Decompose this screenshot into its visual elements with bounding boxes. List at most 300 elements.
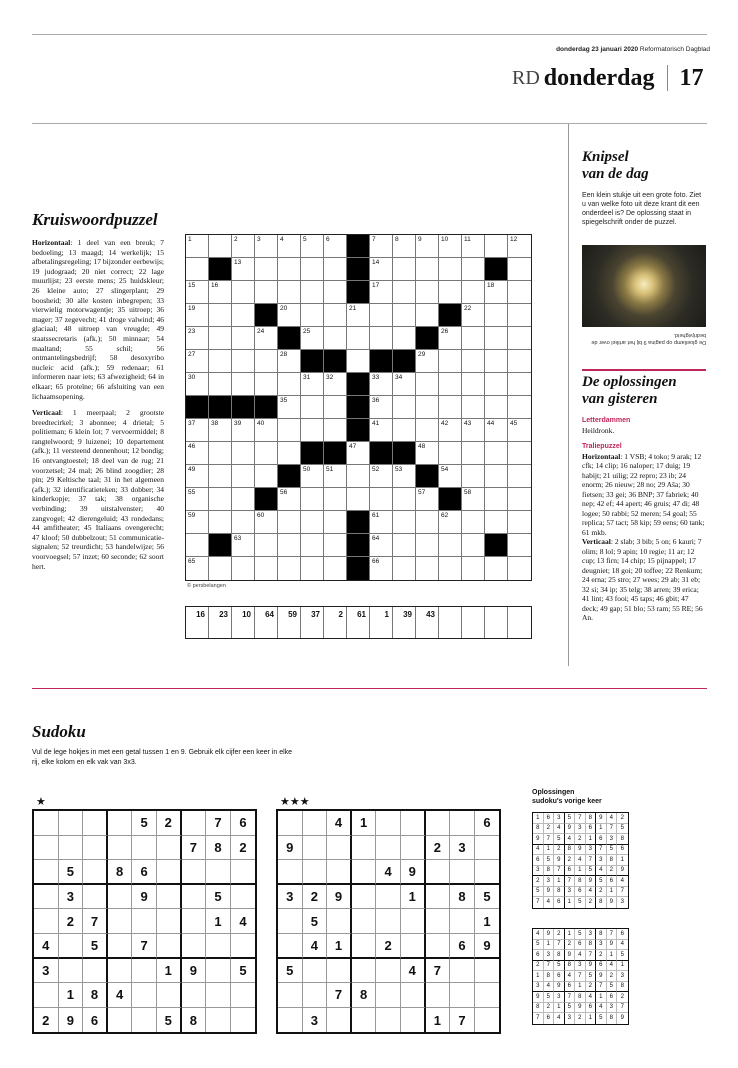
sudoku-cell[interactable] [132, 836, 157, 861]
crossword-cell[interactable] [232, 258, 255, 281]
crossword-cell[interactable] [370, 235, 393, 258]
sudoku-cell[interactable] [278, 934, 303, 959]
crossword-cell[interactable] [186, 557, 209, 580]
sudoku-cell[interactable] [376, 909, 401, 934]
crossword-cell[interactable] [209, 350, 232, 373]
crossword-cell[interactable] [301, 396, 324, 419]
crossword-cell[interactable] [393, 419, 416, 442]
sudoku-cell[interactable] [59, 959, 84, 984]
sudoku-cell[interactable] [475, 959, 500, 984]
sudoku-cell[interactable] [157, 983, 182, 1008]
sudoku-cell[interactable] [352, 1008, 377, 1033]
sudoku-cell[interactable] [83, 836, 108, 861]
sudoku-cell[interactable] [182, 885, 207, 910]
sudoku-cell[interactable] [303, 860, 328, 885]
crossword-cell[interactable] [462, 465, 485, 488]
crossword-cell[interactable] [301, 373, 324, 396]
crossword-cell[interactable] [416, 396, 439, 419]
crossword-cell[interactable] [324, 235, 347, 258]
crossword-cell[interactable] [370, 419, 393, 442]
crossword-cell[interactable] [186, 488, 209, 511]
sudoku-cell[interactable] [303, 811, 328, 836]
sudoku-cell[interactable] [278, 860, 303, 885]
sudoku-cell[interactable] [206, 934, 231, 959]
crossword-cell[interactable] [439, 419, 462, 442]
sudoku-cell[interactable] [327, 959, 352, 984]
crossword-cell[interactable] [370, 465, 393, 488]
crossword-cell[interactable] [416, 511, 439, 534]
crossword-cell[interactable] [485, 350, 508, 373]
crossword-cell[interactable] [416, 534, 439, 557]
crossword-cell[interactable] [209, 465, 232, 488]
sudoku-cell[interactable] [83, 959, 108, 984]
crossword-cell[interactable] [186, 373, 209, 396]
sudoku-cell[interactable] [401, 836, 426, 861]
crossword-cell[interactable] [508, 327, 531, 350]
sudoku-cell[interactable] [59, 811, 84, 836]
crossword-cell[interactable] [439, 327, 462, 350]
crossword-cell[interactable] [186, 258, 209, 281]
sudoku-cell[interactable] [157, 860, 182, 885]
crossword-cell[interactable] [347, 488, 370, 511]
crossword-cell[interactable] [255, 373, 278, 396]
crossword-cell[interactable] [416, 442, 439, 465]
crossword-cell[interactable] [416, 373, 439, 396]
crossword-cell[interactable] [462, 373, 485, 396]
sudoku-cell[interactable] [352, 909, 377, 934]
crossword-cell[interactable] [301, 258, 324, 281]
crossword-cell[interactable] [370, 258, 393, 281]
sudoku-cell[interactable] [182, 811, 207, 836]
crossword-cell[interactable] [186, 350, 209, 373]
crossword-cell[interactable] [508, 235, 531, 258]
crossword-cell[interactable] [324, 281, 347, 304]
sudoku-cell[interactable] [278, 811, 303, 836]
crossword-cell[interactable] [370, 488, 393, 511]
crossword-cell[interactable] [301, 511, 324, 534]
sudoku-cell[interactable] [426, 811, 451, 836]
sudoku-cell[interactable] [59, 934, 84, 959]
crossword-cell[interactable] [393, 488, 416, 511]
sudoku-cell[interactable] [231, 860, 256, 885]
sudoku-cell[interactable] [34, 983, 59, 1008]
crossword-cell[interactable] [439, 396, 462, 419]
crossword-cell[interactable] [278, 235, 301, 258]
crossword-cell[interactable] [485, 419, 508, 442]
crossword-cell[interactable] [324, 511, 347, 534]
sudoku-cell[interactable] [475, 860, 500, 885]
crossword-cell[interactable] [324, 304, 347, 327]
sudoku-cell[interactable] [34, 836, 59, 861]
sudoku-cell[interactable] [450, 811, 475, 836]
crossword-cell[interactable] [186, 327, 209, 350]
crossword-cell[interactable] [508, 350, 531, 373]
sudoku-cell[interactable] [108, 934, 133, 959]
crossword-cell[interactable] [324, 258, 347, 281]
sudoku-cell[interactable] [132, 909, 157, 934]
crossword-cell[interactable] [232, 465, 255, 488]
sudoku-cell[interactable] [182, 934, 207, 959]
sudoku-cell[interactable] [278, 983, 303, 1008]
crossword-cell[interactable] [416, 304, 439, 327]
crossword-cell[interactable] [209, 442, 232, 465]
sudoku-cell[interactable] [303, 836, 328, 861]
crossword-cell[interactable] [439, 465, 462, 488]
crossword-cell[interactable] [186, 442, 209, 465]
sudoku-cell[interactable] [352, 836, 377, 861]
sudoku-cell[interactable] [376, 811, 401, 836]
sudoku-cell[interactable] [352, 959, 377, 984]
crossword-cell[interactable] [347, 465, 370, 488]
crossword-cell[interactable] [370, 304, 393, 327]
crossword-cell[interactable] [393, 465, 416, 488]
sudoku-cell[interactable] [206, 1008, 231, 1033]
crossword-cell[interactable] [508, 465, 531, 488]
sudoku-cell[interactable] [401, 983, 426, 1008]
sudoku-cell[interactable] [450, 959, 475, 984]
sudoku-cell[interactable] [157, 885, 182, 910]
crossword-cell[interactable] [255, 350, 278, 373]
crossword-cell[interactable] [278, 419, 301, 442]
crossword-cell[interactable] [439, 557, 462, 580]
crossword-cell[interactable] [255, 557, 278, 580]
crossword-cell[interactable] [462, 235, 485, 258]
solution-cell[interactable] [439, 607, 462, 638]
crossword-cell[interactable] [209, 488, 232, 511]
crossword-cell[interactable] [232, 557, 255, 580]
crossword-cell[interactable] [209, 373, 232, 396]
crossword-cell[interactable] [462, 419, 485, 442]
crossword-cell[interactable] [301, 304, 324, 327]
crossword-cell[interactable] [278, 557, 301, 580]
crossword-cell[interactable] [301, 235, 324, 258]
sudoku-cell[interactable] [401, 934, 426, 959]
sudoku-cell[interactable] [182, 909, 207, 934]
crossword-cell[interactable] [278, 350, 301, 373]
solution-cell[interactable] [278, 607, 301, 638]
sudoku-cell[interactable] [327, 1008, 352, 1033]
crossword-cell[interactable] [324, 465, 347, 488]
crossword-cell[interactable] [439, 350, 462, 373]
crossword-cell[interactable] [416, 488, 439, 511]
crossword-cell[interactable] [186, 281, 209, 304]
crossword-cell[interactable] [278, 488, 301, 511]
sudoku-cell[interactable] [376, 885, 401, 910]
sudoku-cell[interactable] [278, 909, 303, 934]
sudoku-cell[interactable] [231, 983, 256, 1008]
sudoku-cell[interactable] [132, 1008, 157, 1033]
crossword-cell[interactable] [462, 281, 485, 304]
crossword-cell[interactable] [485, 511, 508, 534]
crossword-cell[interactable] [232, 442, 255, 465]
crossword-cell[interactable] [462, 350, 485, 373]
sudoku-cell[interactable] [206, 983, 231, 1008]
crossword-cell[interactable] [186, 235, 209, 258]
crossword-cell[interactable] [370, 534, 393, 557]
crossword-cell[interactable] [209, 327, 232, 350]
crossword-cell[interactable] [393, 534, 416, 557]
crossword-cell[interactable] [232, 304, 255, 327]
crossword-cell[interactable] [508, 557, 531, 580]
solution-cell[interactable] [324, 607, 347, 638]
crossword-cell[interactable] [370, 511, 393, 534]
crossword-cell[interactable] [232, 511, 255, 534]
crossword-cell[interactable] [278, 373, 301, 396]
crossword-cell[interactable] [393, 327, 416, 350]
crossword-cell[interactable] [508, 419, 531, 442]
sudoku-cell[interactable] [401, 909, 426, 934]
solution-cell[interactable] [462, 607, 485, 638]
crossword-cell[interactable] [439, 258, 462, 281]
crossword-cell[interactable] [462, 534, 485, 557]
crossword-cell[interactable] [232, 281, 255, 304]
crossword-cell[interactable] [278, 534, 301, 557]
crossword-cell[interactable] [393, 281, 416, 304]
sudoku-cell[interactable] [426, 860, 451, 885]
sudoku-cell[interactable] [303, 959, 328, 984]
crossword-cell[interactable] [485, 557, 508, 580]
sudoku-cell[interactable] [108, 1008, 133, 1033]
crossword-cell[interactable] [508, 488, 531, 511]
crossword-cell[interactable] [485, 465, 508, 488]
sudoku-cell[interactable] [83, 885, 108, 910]
sudoku-cell[interactable] [182, 860, 207, 885]
sudoku-cell[interactable] [108, 959, 133, 984]
crossword-cell[interactable] [209, 235, 232, 258]
sudoku-cell[interactable] [157, 934, 182, 959]
sudoku-cell[interactable] [475, 836, 500, 861]
sudoku-cell[interactable] [426, 885, 451, 910]
crossword-cell[interactable] [416, 419, 439, 442]
crossword-cell[interactable] [508, 258, 531, 281]
sudoku-cell[interactable] [34, 885, 59, 910]
crossword-cell[interactable] [416, 557, 439, 580]
crossword-cell[interactable] [462, 442, 485, 465]
crossword-cell[interactable] [462, 396, 485, 419]
crossword-cell[interactable] [485, 281, 508, 304]
sudoku-cell[interactable] [157, 836, 182, 861]
crossword-cell[interactable] [301, 465, 324, 488]
crossword-cell[interactable] [462, 511, 485, 534]
sudoku-cell[interactable] [426, 909, 451, 934]
crossword-cell[interactable] [508, 511, 531, 534]
crossword-cell[interactable] [393, 511, 416, 534]
solution-cell[interactable] [485, 607, 508, 638]
crossword-cell[interactable] [393, 373, 416, 396]
crossword-cell[interactable] [485, 442, 508, 465]
crossword-cell[interactable] [439, 373, 462, 396]
crossword-cell[interactable] [485, 488, 508, 511]
crossword-cell[interactable] [301, 327, 324, 350]
crossword-cell[interactable] [186, 304, 209, 327]
crossword-cell[interactable] [278, 442, 301, 465]
sudoku-cell[interactable] [278, 1008, 303, 1033]
crossword-cell[interactable] [255, 442, 278, 465]
sudoku-cell[interactable] [352, 885, 377, 910]
crossword-cell[interactable] [209, 281, 232, 304]
crossword-cell[interactable] [301, 488, 324, 511]
crossword-cell[interactable] [416, 258, 439, 281]
sudoku-cell[interactable] [34, 909, 59, 934]
sudoku-cell[interactable] [401, 1008, 426, 1033]
sudoku-cell[interactable] [34, 860, 59, 885]
crossword-cell[interactable] [370, 373, 393, 396]
sudoku-cell[interactable] [327, 836, 352, 861]
solution-cell[interactable] [209, 607, 232, 638]
crossword-cell[interactable] [278, 258, 301, 281]
crossword-cell[interactable] [324, 327, 347, 350]
sudoku-cell[interactable] [327, 909, 352, 934]
crossword-cell[interactable] [508, 373, 531, 396]
sudoku-cell[interactable] [206, 860, 231, 885]
sudoku-cell[interactable] [231, 1008, 256, 1033]
sudoku-cell[interactable] [450, 909, 475, 934]
solution-cell[interactable] [255, 607, 278, 638]
sudoku-cell[interactable] [426, 983, 451, 1008]
crossword-cell[interactable] [186, 511, 209, 534]
sudoku-cell[interactable] [327, 860, 352, 885]
crossword-cell[interactable] [324, 534, 347, 557]
crossword-cell[interactable] [439, 235, 462, 258]
crossword-cell[interactable] [508, 442, 531, 465]
crossword-cell[interactable] [370, 396, 393, 419]
crossword-cell[interactable] [393, 304, 416, 327]
sudoku-cell[interactable] [206, 959, 231, 984]
sudoku-cell[interactable] [108, 836, 133, 861]
solution-cell[interactable] [347, 607, 370, 638]
sudoku-cell[interactable] [231, 885, 256, 910]
crossword-cell[interactable] [255, 419, 278, 442]
crossword-cell[interactable] [462, 304, 485, 327]
sudoku-cell[interactable] [450, 860, 475, 885]
crossword-cell[interactable] [232, 419, 255, 442]
crossword-cell[interactable] [439, 511, 462, 534]
crossword-cell[interactable] [186, 419, 209, 442]
solution-cell[interactable] [232, 607, 255, 638]
crossword-cell[interactable] [324, 396, 347, 419]
crossword-cell[interactable] [347, 350, 370, 373]
sudoku-cell[interactable] [34, 811, 59, 836]
crossword-cell[interactable] [347, 304, 370, 327]
sudoku-cell[interactable] [59, 836, 84, 861]
crossword-cell[interactable] [209, 557, 232, 580]
sudoku-cell[interactable] [303, 983, 328, 1008]
crossword-cell[interactable] [508, 304, 531, 327]
crossword-cell[interactable] [416, 281, 439, 304]
crossword-cell[interactable] [324, 488, 347, 511]
crossword-cell[interactable] [278, 511, 301, 534]
crossword-cell[interactable] [278, 281, 301, 304]
crossword-cell[interactable] [485, 396, 508, 419]
sudoku-cell[interactable] [108, 811, 133, 836]
sudoku-cell[interactable] [450, 983, 475, 1008]
crossword-cell[interactable] [485, 327, 508, 350]
crossword-cell[interactable] [209, 511, 232, 534]
sudoku-cell[interactable] [108, 909, 133, 934]
crossword-cell[interactable] [416, 235, 439, 258]
solution-cell[interactable] [370, 607, 393, 638]
crossword-cell[interactable] [255, 258, 278, 281]
crossword-cell[interactable] [439, 534, 462, 557]
crossword-cell[interactable] [439, 442, 462, 465]
crossword-cell[interactable] [255, 511, 278, 534]
crossword-cell[interactable] [301, 557, 324, 580]
crossword-cell[interactable] [232, 534, 255, 557]
sudoku-cell[interactable] [132, 959, 157, 984]
crossword-cell[interactable] [347, 442, 370, 465]
crossword-cell[interactable] [508, 396, 531, 419]
sudoku-cell[interactable] [376, 836, 401, 861]
crossword-cell[interactable] [324, 557, 347, 580]
crossword-cell[interactable] [232, 488, 255, 511]
sudoku-cell[interactable] [132, 983, 157, 1008]
crossword-cell[interactable] [485, 373, 508, 396]
sudoku-cell[interactable] [83, 860, 108, 885]
crossword-cell[interactable] [209, 304, 232, 327]
crossword-cell[interactable] [278, 396, 301, 419]
crossword-cell[interactable] [462, 557, 485, 580]
solution-cell[interactable] [508, 607, 531, 638]
crossword-cell[interactable] [393, 396, 416, 419]
crossword-cell[interactable] [232, 327, 255, 350]
sudoku-cell[interactable] [475, 1008, 500, 1033]
sudoku-cell[interactable] [376, 983, 401, 1008]
sudoku-cell[interactable] [401, 811, 426, 836]
crossword-cell[interactable] [301, 281, 324, 304]
sudoku-cell[interactable] [426, 934, 451, 959]
crossword-cell[interactable] [462, 488, 485, 511]
crossword-cell[interactable] [439, 281, 462, 304]
crossword-cell[interactable] [255, 235, 278, 258]
crossword-cell[interactable] [485, 235, 508, 258]
sudoku-cell[interactable] [475, 983, 500, 1008]
crossword-cell[interactable] [255, 465, 278, 488]
crossword-cell[interactable] [186, 534, 209, 557]
sudoku-cell[interactable] [157, 909, 182, 934]
solution-cell[interactable] [186, 607, 209, 638]
crossword-cell[interactable] [324, 373, 347, 396]
crossword-cell[interactable] [393, 557, 416, 580]
crossword-cell[interactable] [301, 534, 324, 557]
crossword-cell[interactable] [232, 350, 255, 373]
sudoku-cell[interactable] [352, 860, 377, 885]
crossword-cell[interactable] [393, 235, 416, 258]
solution-cell[interactable] [393, 607, 416, 638]
crossword-cell[interactable] [393, 258, 416, 281]
crossword-cell[interactable] [255, 327, 278, 350]
solution-cell[interactable] [416, 607, 439, 638]
crossword-cell[interactable] [255, 281, 278, 304]
crossword-cell[interactable] [232, 235, 255, 258]
crossword-cell[interactable] [347, 327, 370, 350]
sudoku-cell[interactable] [108, 885, 133, 910]
crossword-cell[interactable] [462, 327, 485, 350]
sudoku-cell[interactable] [231, 934, 256, 959]
crossword-cell[interactable] [370, 557, 393, 580]
crossword-cell[interactable] [301, 419, 324, 442]
crossword-cell[interactable] [186, 465, 209, 488]
crossword-cell[interactable] [508, 534, 531, 557]
crossword-cell[interactable] [508, 281, 531, 304]
crossword-cell[interactable] [255, 534, 278, 557]
crossword-cell[interactable] [278, 304, 301, 327]
crossword-cell[interactable] [232, 373, 255, 396]
crossword-cell[interactable] [416, 350, 439, 373]
crossword-cell[interactable] [370, 327, 393, 350]
crossword-cell[interactable] [209, 419, 232, 442]
crossword-cell[interactable] [370, 281, 393, 304]
sudoku-cell[interactable] [182, 983, 207, 1008]
